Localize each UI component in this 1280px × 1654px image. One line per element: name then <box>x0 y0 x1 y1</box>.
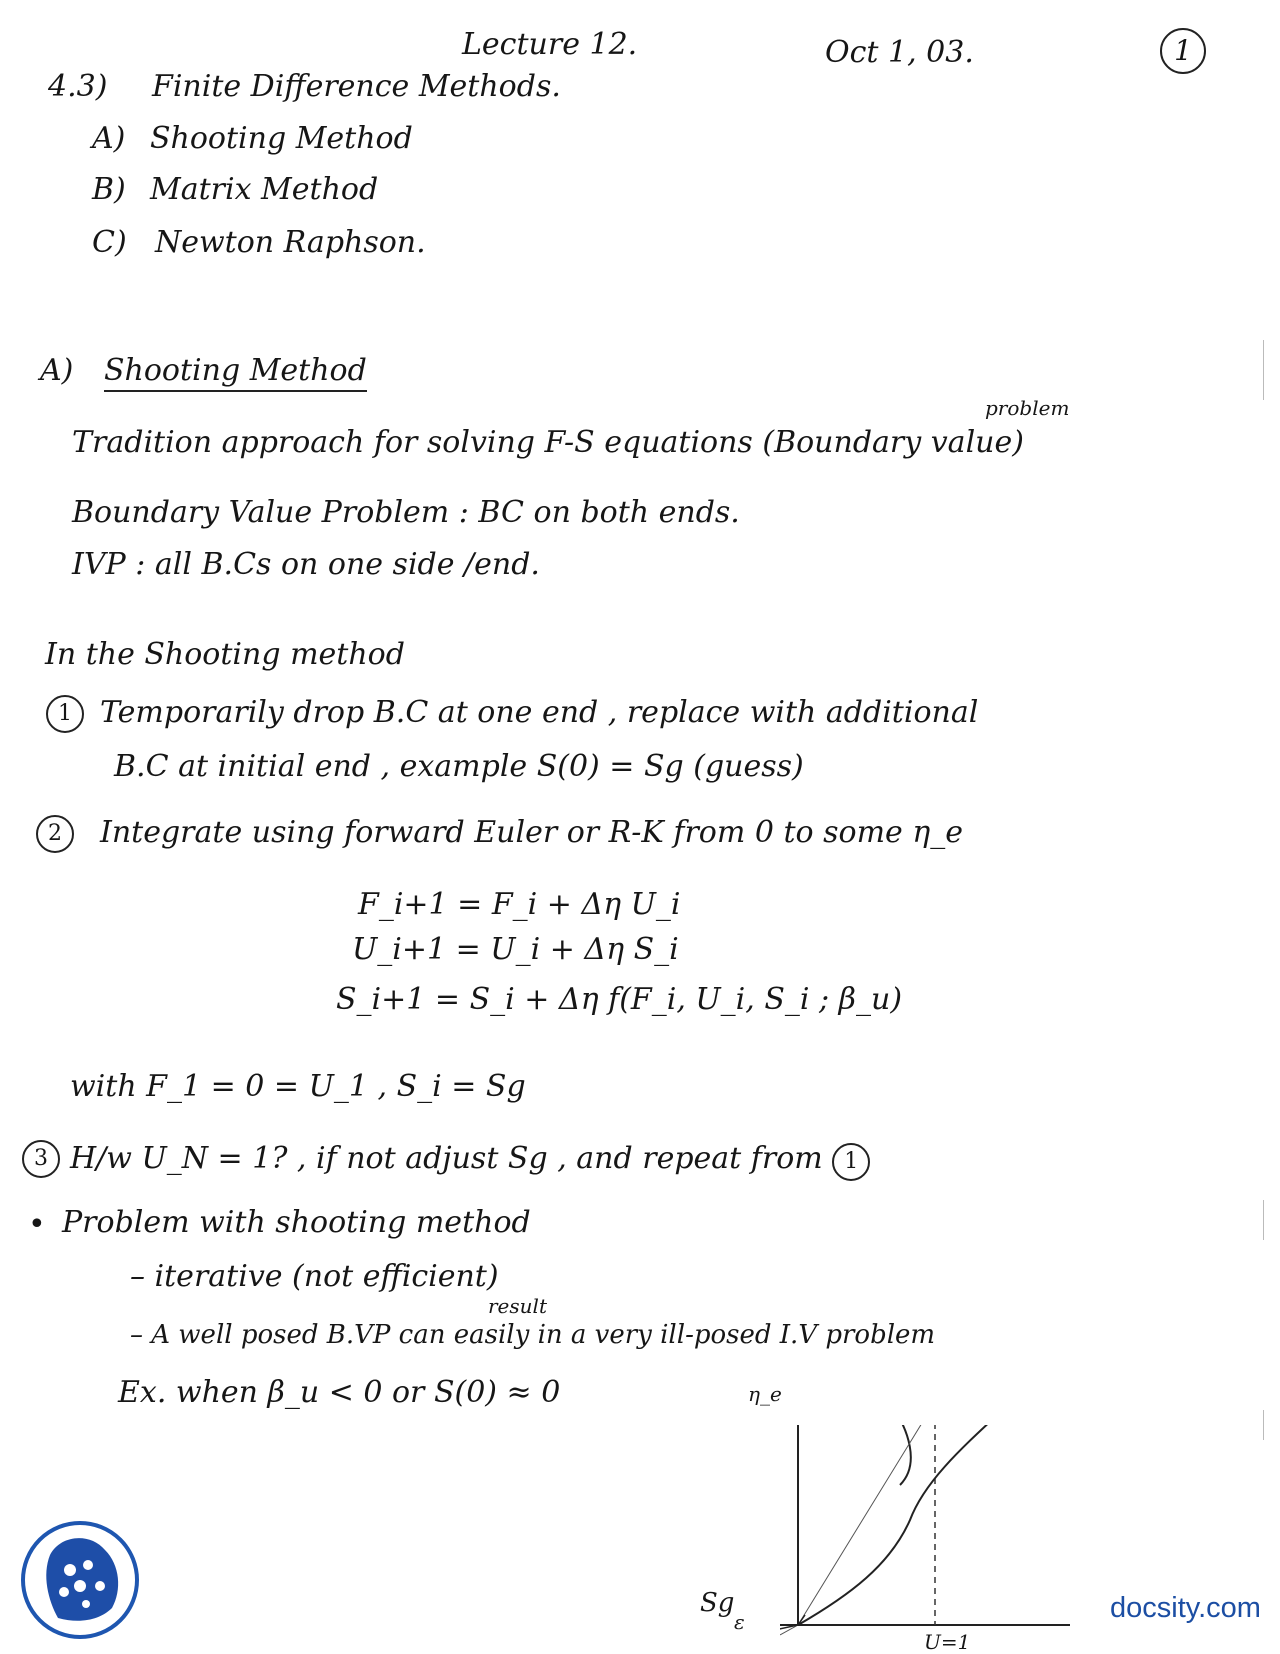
equation-f: F_i+1 = F_i + Δη U_i <box>358 887 681 922</box>
sketch-x-label: U=1 <box>924 1630 971 1654</box>
section-number: 4.3) <box>48 69 108 104</box>
sketch-epsilon-label: ε <box>734 1610 745 1634</box>
bvp-line: Boundary Value Problem : BC on both ends. <box>72 495 740 530</box>
step-3-marker <box>22 1140 60 1178</box>
equation-u: U_i+1 = U_i + Δη S_i <box>352 932 679 967</box>
step-3-ref: 1 <box>832 1143 870 1181</box>
margin-tick <box>1263 340 1264 400</box>
example-line: Ex. when β_u < 0 or S(0) ≈ 0 <box>118 1375 561 1410</box>
ivp-line: IVP : all B.Cs on one side /end. <box>72 547 540 582</box>
method-a-name: Shooting Method <box>150 121 413 156</box>
step-3-text: H/w U_N = 1? , if not adjust Sg , and repeat from <box>70 1141 823 1176</box>
sketch-curve-overshoot <box>888 1425 911 1485</box>
method-b-letter: B) <box>92 172 126 207</box>
problem-annotation: problem <box>985 396 1070 420</box>
shooting-sketch <box>780 1425 1080 1654</box>
section-a-title: Shooting Method <box>104 356 367 392</box>
docsity-brand[interactable]: docsity.com <box>1110 1592 1261 1624</box>
step-1-marker <box>46 695 84 733</box>
sketch-curve-solution <box>798 1425 1008 1625</box>
step-3-line <box>70 1143 870 1181</box>
problem-item-2: – A well posed B.VP can easily in a very ill-posed I.V problem <box>130 1320 936 1350</box>
step-1-number: 1 <box>46 695 84 733</box>
page-number: 1 <box>1160 28 1206 74</box>
step-3-number: 3 <box>22 1140 60 1178</box>
sketch-y-label: η_e <box>748 1382 782 1406</box>
result-annotation: result <box>488 1294 547 1318</box>
step-2-line: Integrate using forward Euler or R-K from 0 to some η_e <box>100 815 964 850</box>
method-c-letter: C) <box>92 225 127 260</box>
method-a-letter: A) <box>92 121 126 156</box>
margin-tick <box>1263 1200 1264 1240</box>
section-title: Finite Difference Methods. <box>152 69 561 104</box>
step-2-number: 2 <box>36 815 74 853</box>
lecture-date: Oct 1, 03. <box>825 35 974 70</box>
method-c-name: Newton Raphson. <box>155 225 426 260</box>
equation-s: S_i+1 = S_i + Δη f(F_i, U_i, S_i ; β_u) <box>336 982 903 1017</box>
step-1-line-2: B.C at initial end , example S(0) = Sg (guess) <box>114 749 804 784</box>
problem-title: Problem with shooting method <box>62 1205 531 1240</box>
problem-bullet: • <box>28 1207 46 1242</box>
docsity-logo-icon <box>20 1520 140 1640</box>
sketch-curve-guess <box>780 1425 930 1635</box>
step-1-line-1: Temporarily drop B.C at one end , replace with additional <box>100 695 979 730</box>
step-2-marker <box>36 815 74 853</box>
problem-item-1: – iterative (not efficient) <box>130 1259 499 1294</box>
method-b-name: Matrix Method <box>150 172 379 207</box>
sketch-origin-label: Sg <box>700 1588 735 1618</box>
margin-tick <box>1263 1410 1264 1440</box>
tradition-line: Tradition approach for solving F-S equations (Boundary value) <box>72 425 1024 460</box>
section-a-letter: A) <box>40 353 74 388</box>
initial-conditions: with F_1 = 0 = U_1 , S_i = Sg <box>70 1069 526 1104</box>
lecture-title: Lecture 12. <box>462 27 638 62</box>
shooting-intro: In the Shooting method <box>45 637 405 672</box>
